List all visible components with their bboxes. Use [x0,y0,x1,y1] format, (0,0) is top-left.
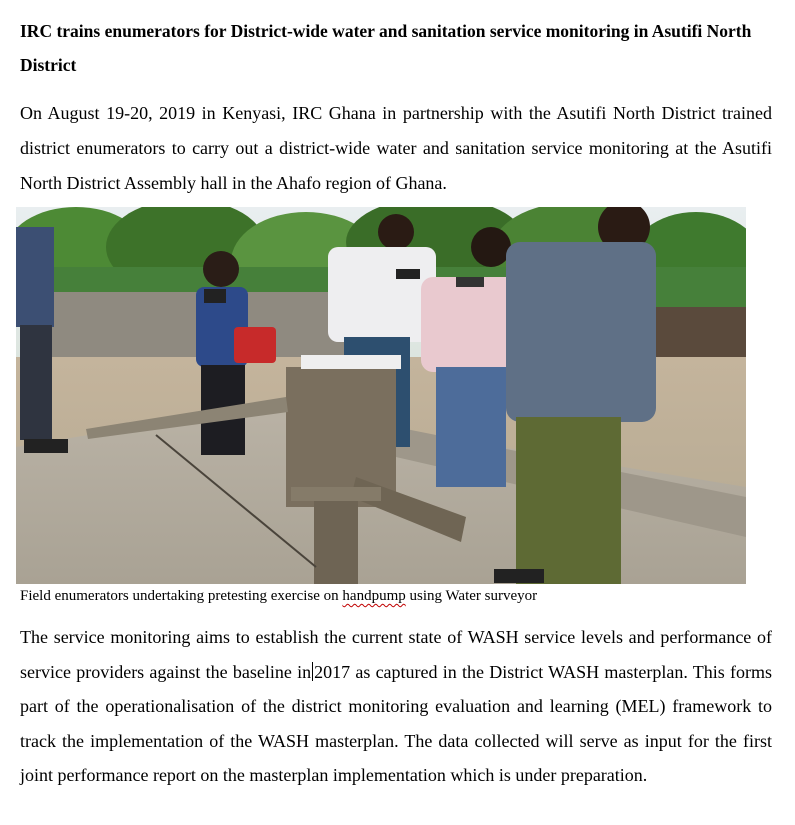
field-photo [16,207,746,584]
body-text-part-1: The service monitoring aims to establish the current state of WASH service levels and performance of service providers against the baseline in [20,627,772,682]
caption-text-before: Field enumerators undertaking pretesting exercise on [20,588,343,604]
text-cursor [312,662,313,681]
body-paragraph [20,620,772,793]
caption-text-after: using Water surveyor [405,588,538,604]
article-title: IRC trains enumerators for District-wide water and sanitation service monitoring in Asutifi North District [20,21,752,75]
caption-flagged-word: handpump [342,588,406,604]
body-text-part-2: 2017 as captured in the District WASH masterplan. This forms part of the operationalisation of the district monitoring evaluation and learning (MEL) framework to track the implementation of the WASH masterplan. The data collected will serve as input for the first joint performance report on the masterplan implementation which is under preparation. [20,661,772,785]
intro-paragraph: On August 19-20, 2019 in Kenyasi, IRC Ghana in partnership with the Asutifi North District trained district enumerators to carry out a district-wide water and sanitation service monitoring at the Asutifi North District Assembly hall in the Ahafo region of Ghana. [20,103,772,193]
photo-caption [20,586,780,606]
